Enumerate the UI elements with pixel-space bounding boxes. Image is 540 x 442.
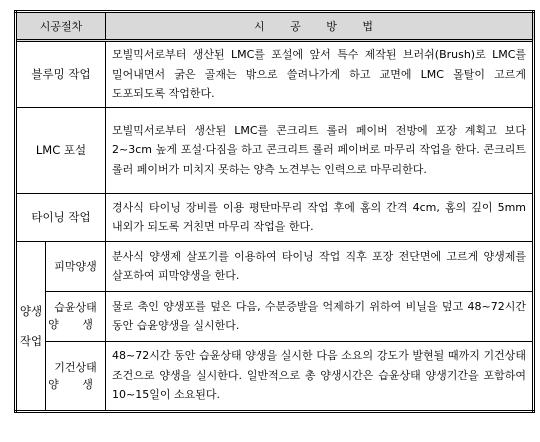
curing-group-label — [16, 241, 46, 411]
table-row — [16, 241, 534, 291]
method-cell: 모빌믹서로부터 생산된 LMC를 콘크리트 롤러 페이버 전방에 포장 계획고 보다 2~3cm 높게 포설·다짐을 하고 콘크리트 롤러 페이버로 마무리 작업을 한다. 콘크리트 롤러 페이버가 미치지 못하는 양측 노견부는 인력으로 마무리한다. — [106, 107, 534, 193]
curing-type-cell — [46, 241, 106, 291]
table-row — [16, 193, 534, 241]
method-cell: 분사식 양생제 살포기를 이용하여 타이닝 작업 직후 포장 전단면에 고르게 양생제를 살포하여 피막양생을 한다. — [106, 241, 534, 291]
curing-type-name: 습윤상태 — [54, 301, 97, 314]
curing-group-label-line2: 작업 — [19, 333, 43, 348]
method-cell: 물로 축인 양생포를 덮은 다음, 수분증발을 억제하기 위하여 비닐을 덮고 48~72시간 동안 습윤양생을 실시한다. — [106, 291, 534, 341]
table-row — [16, 107, 534, 193]
construction-procedure-table — [14, 10, 535, 413]
curing-type-name: 피막양생 — [54, 259, 97, 273]
curing-group-label-line1: 양생 — [19, 303, 43, 318]
table-row — [16, 291, 534, 341]
header-method: 시 공 방 법 — [106, 12, 534, 41]
table-row — [16, 41, 534, 108]
curing-type-name-suffix: 양 생 — [48, 377, 103, 391]
procedure-cell: 블루밍 작업 — [16, 41, 106, 108]
procedure-cell: LMC 포설 — [16, 107, 106, 193]
curing-type-name-suffix: 양 생 — [48, 318, 103, 331]
curing-type-name: 기건상태 — [54, 360, 97, 374]
curing-type-cell — [46, 341, 106, 411]
table-row — [16, 341, 534, 411]
method-cell: 경사식 타이닝 장비를 이용 평탄마무리 작업 후에 홈의 간격 4cm, 홈의 깊이 5mm 내외가 되도록 거친면 마무리 작업을 한다. — [106, 193, 534, 241]
method-cell: 모빌믹서로부터 생산된 LMC를 포설에 앞서 특수 제작된 브러쉬(Brush)로 LMC를 밀어내면서 굵은 골재는 밖으로 쓸려나가게 하고 교면에 LMC 몰탈이 고르게 도포되도록 작업한다. — [106, 41, 534, 108]
header-procedure: 시공절차 — [16, 12, 106, 41]
curing-type-cell — [46, 291, 106, 341]
table-header-row — [16, 12, 534, 41]
method-cell: 48~72시간 동안 습윤상태 양생을 실시한 다음 소요의 강도가 발현될 때까지 기건상태 조건으로 양생을 실시한다. 일반적으로 총 양생시간은 습윤상태 양생기간을 포함하여 10~15일이 소요된다. — [106, 341, 534, 411]
procedure-cell: 타이닝 작업 — [16, 193, 106, 241]
